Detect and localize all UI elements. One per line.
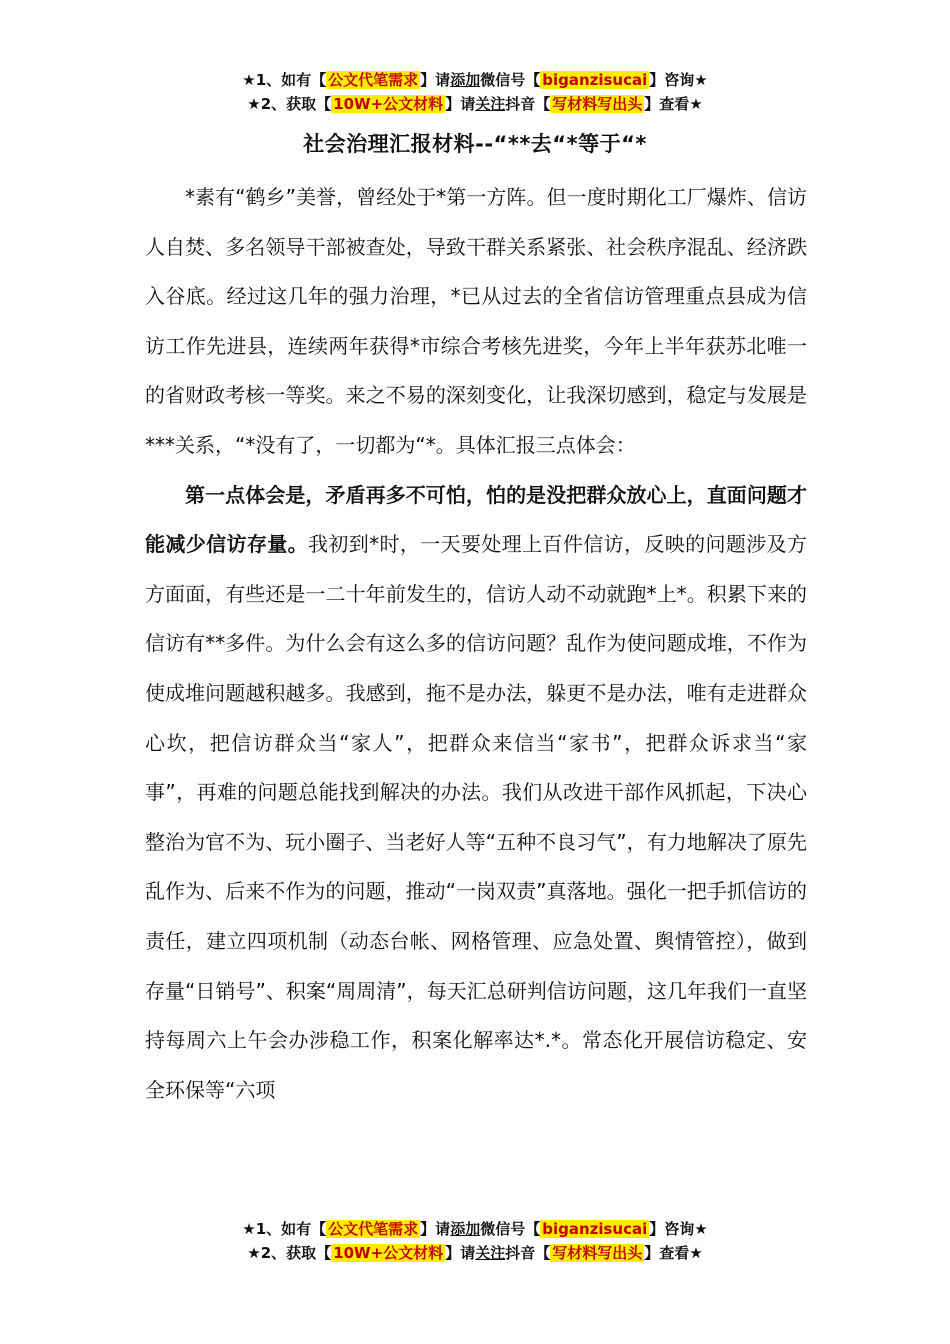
promo-highlight: 公文代笔需求 [328,1220,419,1238]
promo-highlight: 10W+公文材料 [333,95,444,113]
promo-underlined: 添加 [450,1220,481,1238]
promo-underlined: 关注 [475,95,506,113]
promo-underlined: 关注 [475,1244,506,1262]
promo-line-2: ★2、获取【 10W+公文材料 】请关注抖音【 写材料写出头 】查看★ [247,95,703,113]
promo-underlined: 添加 [450,71,481,89]
promo-banner-top [0,68,950,116]
paragraph-point-one [145,471,807,1116]
document-body [145,173,807,1115]
promo-douyin-id: 写材料写出头 [552,95,643,113]
paragraph-intro: *素有“鹤乡”美誉，曾经处于*第一方阵。但一度时期化工厂爆炸、信访人自焚、多名领导干部被查处，导致干群关系紧张、社会秩序混乱、经济跌入谷底。经过这几年的强力治理，*已从过去的全省信访管理重点县成为信访工作先进县，连续两年获得*市综合考核先进奖，今年上半年获苏北唯一的省财政考核一等奖。来之不易的深刻变化，让我深切感到，稳定与发展是***关系，“*没有了，一切都为“*。具体汇报三点体会： [145,185,807,457]
promo-line-1: ★1、如有【 公文代笔需求 】请添加微信号【 biganzisucai 】咨询★ [242,1220,708,1238]
promo-banner-bottom [0,1217,950,1265]
promo-highlight: 公文代笔需求 [328,71,419,89]
document-title: 社会治理汇报材料--“**去“*等于“* [303,132,647,156]
promo-line-2: ★2、获取【 10W+公文材料 】请关注抖音【 写材料写出头 】查看★ [247,1244,703,1262]
promo-wechat-id: biganzisucai [542,1220,648,1238]
paragraph-body: 我初到*时，一天要处理上百件信访，反映的问题涉及方方面面，有些还是一二十年前发生的，信访人动不动就跑*上*。积累下来的信访有**多件。为什么会有这么多的信访问题？乱作为使问题成堆，不作为使成堆问题越积越多。我感到，拖不是办法，躲更不是办法，唯有走进群众心坎，把信访群众当“家人”，把群众来信当“家书”，把群众诉求当“家事”，再难的问题总能找到解决的办法。我们从改进干部作风抓起，下决心整治为官不为、玩小圈子、当老好人等“五种不良习气”，有力地解决了原先乱作为、后来不作为的问题，推动“一岗双责”真落地。强化一把手抓信访的责任，建立四项机制（动态台帐、网格管理、应急处置、舆情管控），做到存量“日销号”、积案“周周清”，每天汇总研判信访问题，这几年我们一直坚持每周六上午会办涉稳工作，积案化解率达*.*。常态化开展信访稳定、安全环保等“六项 [145,532,807,1102]
promo-line-1: ★1、如有【 公文代笔需求 】请添加微信号【 biganzisucai 】咨询★ [242,71,708,89]
promo-highlight: 10W+公文材料 [333,1244,444,1262]
promo-douyin-id: 写材料写出头 [552,1244,643,1262]
paragraph-lead-bold: 第一点体会是，矛盾再多不可怕，怕的是没把群众放心上，直面问题才能减少信访存量。 [145,482,807,557]
promo-wechat-id: biganzisucai [542,71,648,89]
